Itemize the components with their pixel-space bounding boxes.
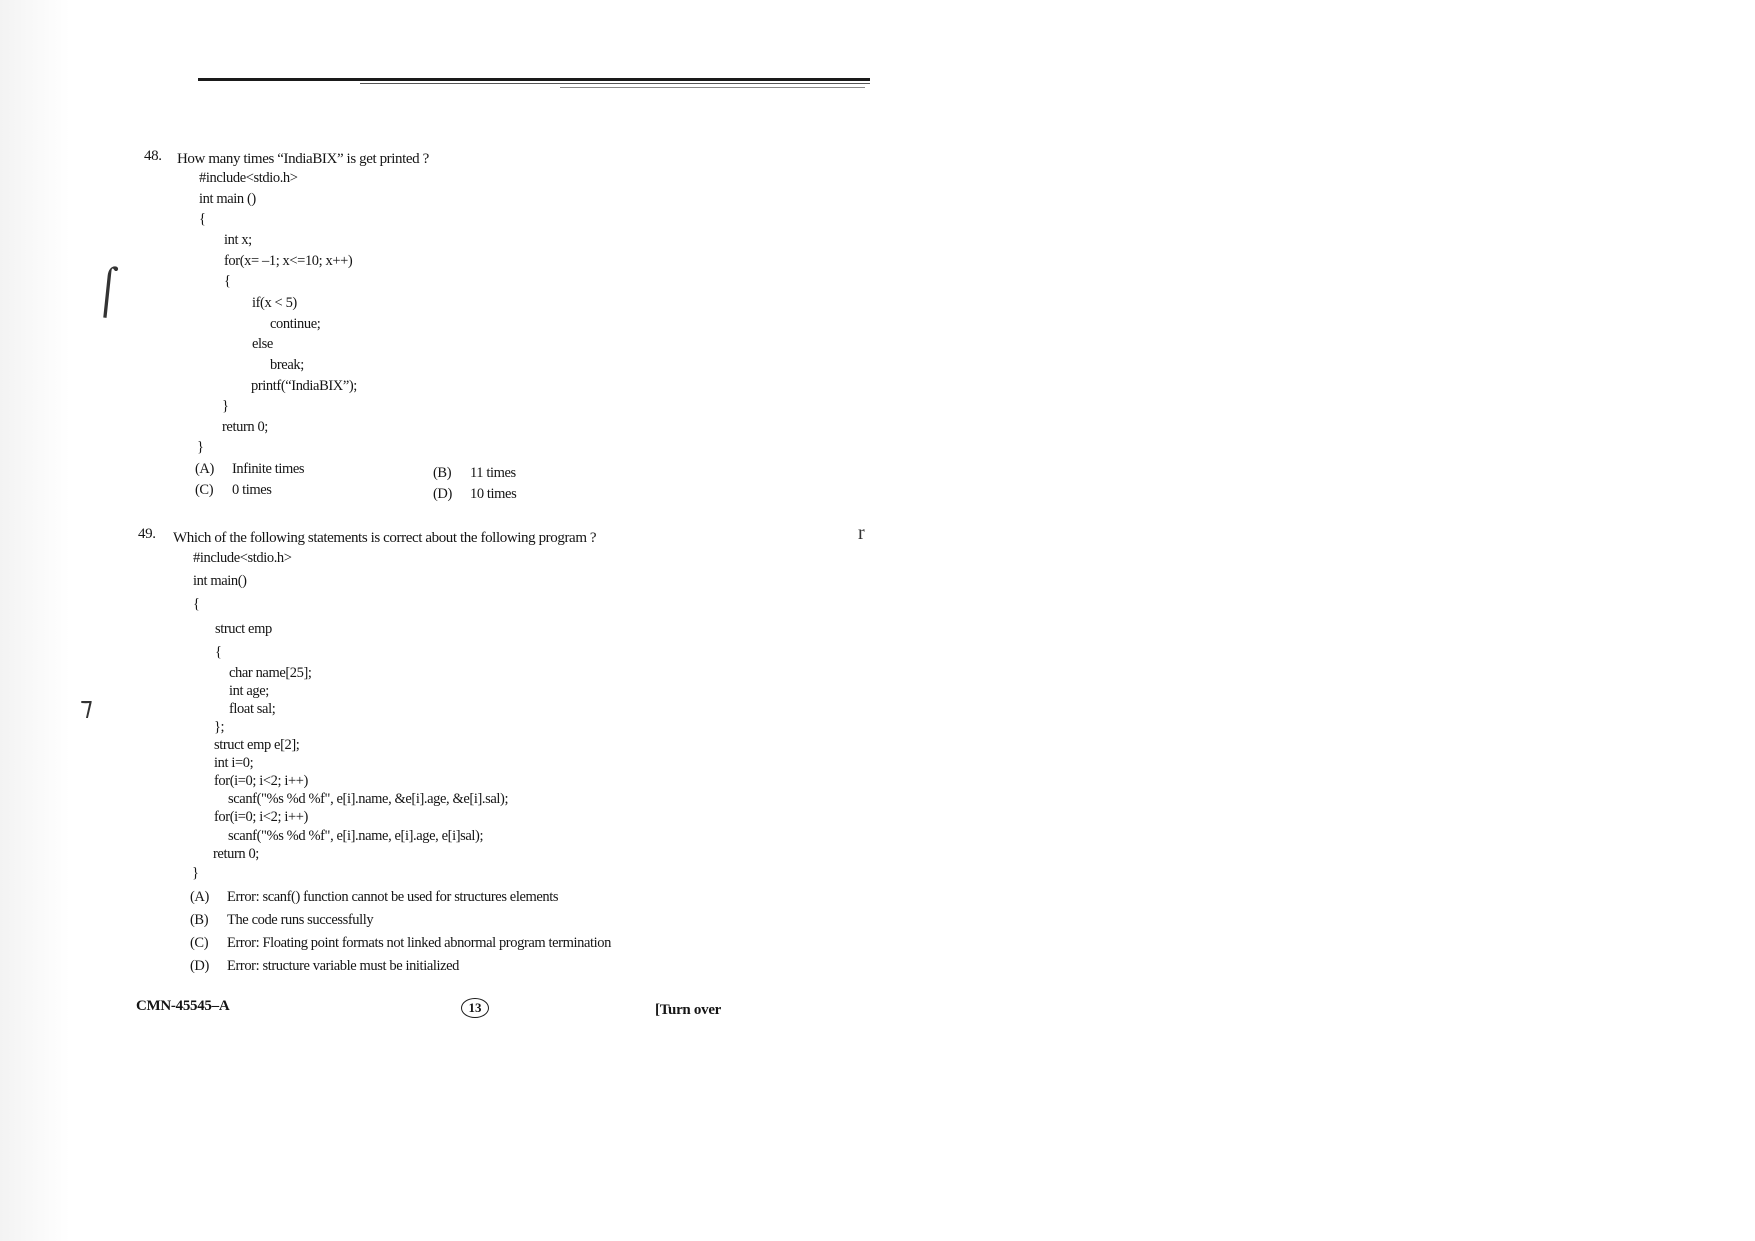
question-number: 49. (138, 526, 156, 542)
option-b: (B) The code runs successfully (190, 912, 374, 928)
paper-code: CMN-45545–A (136, 998, 230, 1014)
code-line: struct emp (215, 621, 272, 637)
question-text: Which of the following statements is correct about the following program ? (173, 530, 597, 546)
option-c: (C) Error: Floating point formats not linked abnormal program termination (190, 935, 611, 951)
code-line: return 0; (222, 419, 268, 435)
question-number: 48. (144, 148, 162, 164)
code-line: { (193, 596, 200, 612)
code-line: for(x= –1; x<=10; x++) (224, 253, 353, 269)
code-line: int age; (229, 683, 269, 699)
code-line: #include<stdio.h> (199, 170, 298, 186)
code-line: int main () (199, 191, 256, 207)
margin-pen-mark-3: r (858, 522, 865, 544)
code-line: } (222, 398, 229, 414)
code-line: } (197, 439, 204, 455)
option-d: (D) 10 times (433, 486, 517, 502)
margin-pen-mark-2: ⁊ (80, 692, 93, 721)
option-c: (C) 0 times (195, 482, 272, 498)
code-line: int i=0; (214, 755, 254, 771)
code-line: { (215, 644, 222, 660)
code-line: continue; (270, 316, 321, 332)
page-number: 13 (461, 998, 489, 1018)
option-a: (A) Error: scanf() function cannot be used for structures elements (190, 889, 559, 905)
scan-edge-shadow (0, 0, 70, 1241)
code-line: struct emp e[2]; (214, 737, 300, 753)
code-line: for(i=0; i<2; i++) (214, 809, 308, 825)
option-b: (B) 11 times (433, 465, 516, 481)
margin-pen-mark: ⌠ (91, 261, 125, 316)
code-line: return 0; (213, 846, 259, 862)
code-line: for(i=0; i<2; i++) (214, 773, 308, 789)
option-a: (A) Infinite times (195, 461, 305, 477)
header-rule-faint (560, 87, 865, 88)
code-line: printf(“IndiaBIX”); (251, 378, 357, 394)
question-text: How many times “IndiaBIX” is get printed ? (177, 151, 429, 167)
code-line: char name[25]; (229, 665, 312, 681)
code-line: scanf("%s %d %f", e[i].name, &e[i].age, &e[i].sal); (228, 791, 509, 807)
code-line: break; (270, 357, 304, 373)
code-line: int main() (193, 573, 247, 589)
code-line: int x; (224, 232, 252, 248)
code-line: if(x < 5) (252, 295, 297, 311)
option-d: (D) Error: structure variable must be initialized (190, 958, 460, 974)
code-line: scanf("%s %d %f", e[i].name, e[i].age, e[i]sal); (228, 828, 484, 844)
code-line: } (192, 865, 199, 881)
code-line: else (252, 336, 273, 352)
code-line: { (199, 211, 206, 227)
turn-over-label: [Turn over (655, 1002, 722, 1018)
header-rule-thin (360, 83, 870, 84)
header-rule (198, 78, 870, 81)
code-line: }; (214, 719, 225, 735)
code-line: #include<stdio.h> (193, 550, 292, 566)
code-line: float sal; (229, 701, 276, 717)
code-line: { (224, 273, 231, 289)
